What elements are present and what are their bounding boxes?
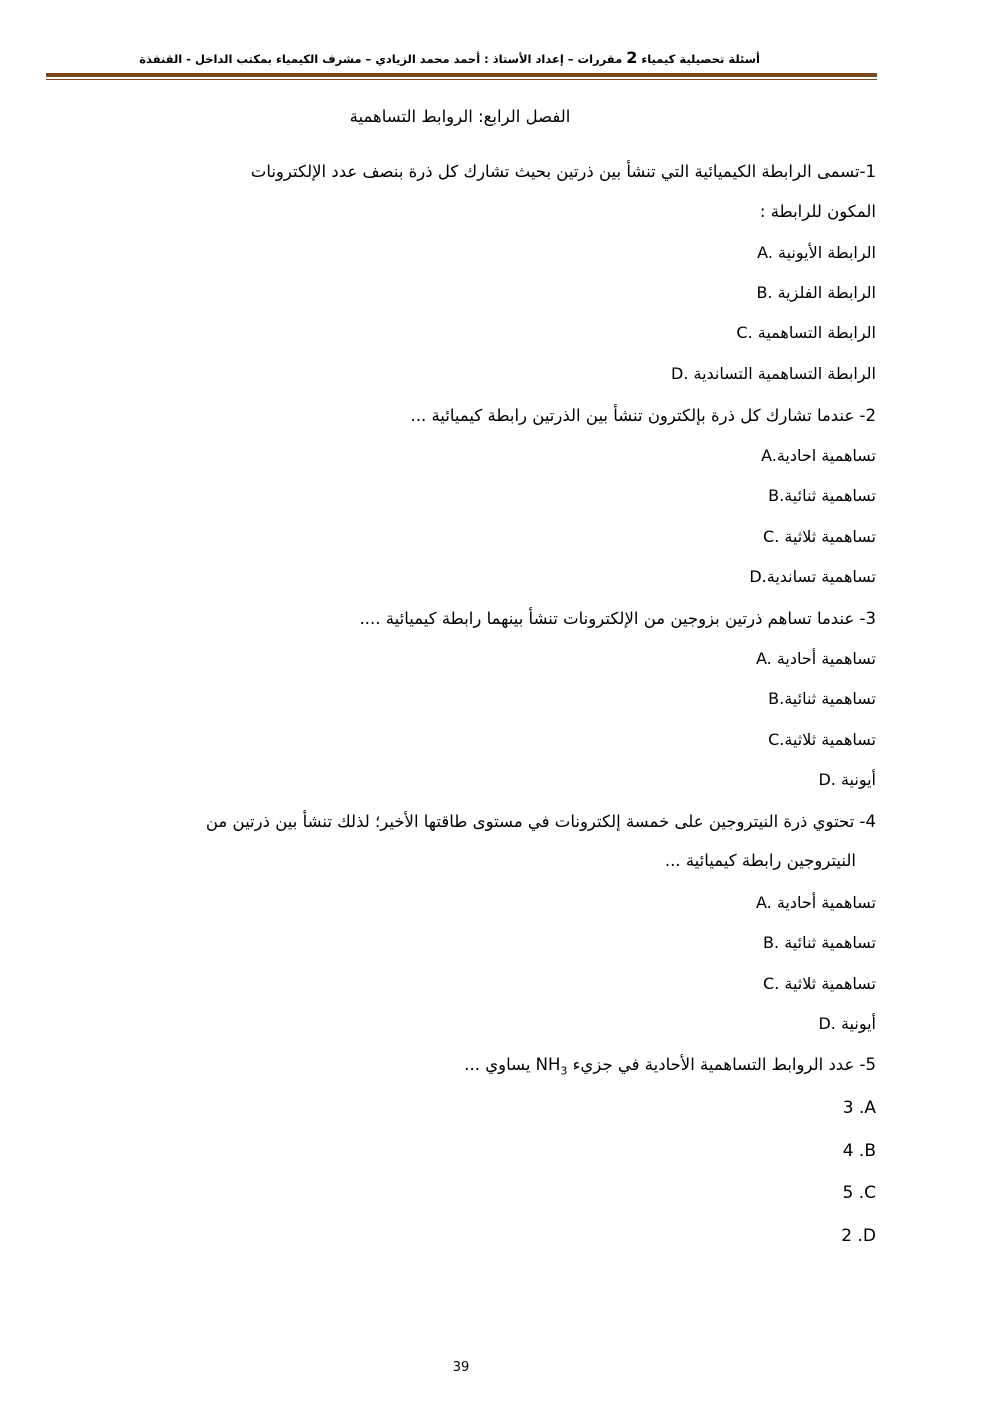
question-3: 3- عندما تساهم ذرتين بزوجين من الإلكترونات تنشأ بينهما رابطة كيميائية .... — [359, 609, 876, 628]
q3-option-a: A. تساهمية أحادية — [756, 649, 876, 668]
question-1-line-2: المكون للرابطة : — [759, 202, 876, 221]
q4-option-c: C. تساهمية ثلاثية — [763, 974, 876, 993]
q2-option-b: B.تساهمية ثنائية — [768, 486, 876, 505]
q2-option-c: C. تساهمية ثلاثية — [763, 527, 876, 546]
q4-option-a: A. تساهمية أحادية — [756, 893, 876, 912]
question-1-line-1: 1-تسمى الرابطة الكيميائية التي تنشأ بين ذرتين بحيث تشارك كل ذرة بنصف عدد الإلكترونات — [250, 162, 876, 181]
q1-option-d: D. الرابطة التساهمية التساندية — [671, 364, 876, 383]
q4-option-b: B. تساهمية ثنائية — [763, 933, 876, 952]
q4-option-d: D. أيونية — [818, 1014, 876, 1033]
question-5-text-post: يساوي ... — [464, 1055, 531, 1074]
q2-option-d: D.تساهمية تساندية — [749, 567, 876, 586]
chapter-title: الفصل الرابع: الروابط التساهمية — [349, 107, 571, 126]
question-5-text-pre: 5- عدد الروابط التساهمية الأحادية في جزيء — [572, 1055, 876, 1074]
q5-option-c: 5 .C — [842, 1183, 876, 1203]
question-4-line-2: النيتروجين رابطة كيميائية ... — [664, 851, 856, 870]
page-header — [139, 48, 760, 67]
question-5 — [464, 1054, 876, 1082]
q1-option-c: C. الرابطة التساهمية — [736, 323, 876, 342]
q3-option-b: B.تساهمية ثنائية — [768, 689, 876, 708]
header-text-pre: أسئلة تحصيلية كيمياء — [641, 52, 760, 66]
formula-subscript: 3 — [560, 1064, 568, 1078]
question-2: 2- عندما تشارك كل ذرة بإلكترون تنشأ بين الذرتين رابطة كيميائية ... — [410, 406, 876, 425]
molecule-formula — [535, 1055, 568, 1078]
header-number: 2 — [626, 48, 638, 67]
q2-option-a: A.تساهمية احادية — [761, 446, 876, 465]
question-4-line-1: 4- تحتوي ذرة النيتروجين على خمسة إلكترونات في مستوى طاقتها الأخير؛ لذلك تنشأ بين ذرتين من — [205, 812, 876, 831]
q3-option-d: D. أيونية — [818, 770, 876, 789]
q5-option-a: 3 .A — [842, 1098, 876, 1118]
q1-option-a: A. الرابطة الأيونية — [757, 243, 876, 262]
q1-option-b: B. الرابطة الفلزية — [756, 283, 876, 302]
q5-option-d: 2 .D — [841, 1226, 876, 1246]
header-text-post: مقررات – إعداد الأستاذ : أحمد محمد الزيادي – مشرف الكيمياء بمكتب الداخل - القنفذة — [139, 52, 623, 66]
page-number: 39 — [452, 1360, 470, 1375]
header-rule-thick — [46, 73, 877, 77]
q5-option-b: 4 .B — [842, 1141, 876, 1161]
header-rule-thin — [46, 79, 877, 80]
formula-symbol: NH — [535, 1055, 561, 1074]
q3-option-c: C.تساهمية ثلاثية — [768, 730, 876, 749]
